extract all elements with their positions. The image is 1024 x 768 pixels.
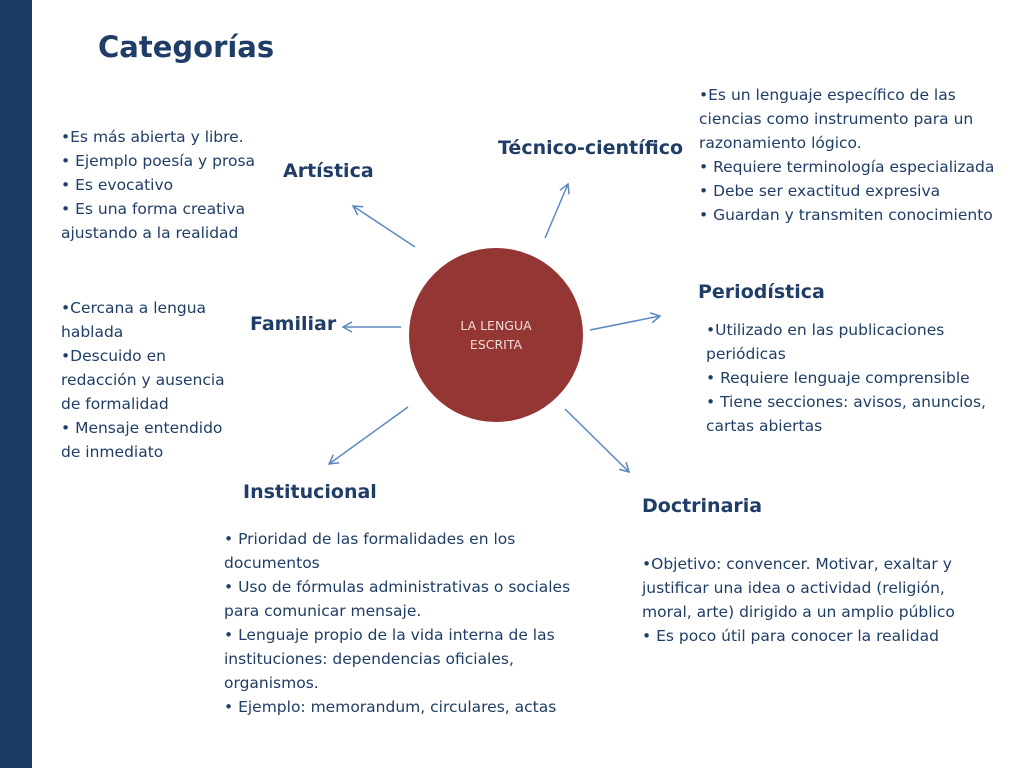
desc-item: • Requiere terminología especializada: [699, 158, 995, 176]
desc-periodistica: [706, 318, 991, 438]
category-institucional: Institucional: [243, 481, 377, 503]
desc-item: •Cercana a lengua hablada: [61, 299, 207, 341]
arrow-doctrinaria: [565, 409, 629, 472]
center-circle: [409, 248, 583, 422]
desc-item: • Tiene secciones: avisos, anuncios, cartas abiertas: [706, 393, 986, 435]
desc-item: • Uso de fórmulas administrativas o sociales para comunicar mensaje.: [224, 578, 571, 620]
center-label: LA LENGUA ESCRITA: [460, 318, 532, 352]
desc-item: • Es una forma creativa ajustando a la realidad: [61, 200, 246, 242]
desc-item: • Es evocativo: [61, 176, 174, 194]
desc-item: •Objetivo: convencer. Motivar, exaltar y justificar una idea o actividad (religión, moral, arte) dirigido a un amplio público: [642, 555, 955, 621]
category-tecnico-cientifico: Técnico-científico: [498, 137, 684, 159]
desc-item: • Debe ser exactitud expresiva: [699, 182, 941, 200]
category-artistica: Artística: [283, 160, 374, 182]
page-title: Categorías: [98, 30, 275, 64]
desc-item: • Mensaje entendido de inmediato: [61, 419, 223, 461]
arrow-artistica: [353, 206, 415, 247]
desc-item: •Es más abierta y libre.: [61, 128, 244, 146]
desc-doctrinaria: [642, 552, 982, 648]
desc-item: • Guardan y transmiten conocimiento: [699, 206, 993, 224]
desc-item: • Ejemplo poesía y prosa: [61, 152, 256, 170]
category-periodistica: Periodística: [698, 281, 825, 303]
desc-item: • Es poco útil para conocer la realidad: [642, 627, 939, 645]
desc-item: • Requiere lenguaje comprensible: [706, 369, 970, 387]
desc-item: • Lenguaje propio de la vida interna de las instituciones: dependencias oficiales, organismos.: [224, 626, 555, 692]
desc-item: •Descuido en redacción y ausencia de formalidad: [61, 347, 225, 413]
desc-artistica: [61, 125, 266, 245]
arrow-institucional: [329, 407, 408, 464]
desc-item: •Es un lenguaje específico de las ciencias como instrumento para un razonamiento lógico.: [699, 86, 974, 152]
desc-familiar: [61, 296, 241, 464]
arrow-periodistica: [590, 316, 660, 330]
arrow-tecnico: [545, 184, 568, 238]
desc-item: •Utilizado en las publicaciones periódicas: [706, 321, 945, 363]
desc-institucional: [224, 527, 574, 719]
desc-item: • Prioridad de las formalidades en los documentos: [224, 530, 516, 572]
desc-tecnico-cientifico: [699, 83, 1009, 227]
category-familiar: Familiar: [250, 313, 337, 335]
desc-item: • Ejemplo: memorandum, circulares, actas: [224, 698, 557, 716]
category-doctrinaria: Doctrinaria: [642, 495, 763, 517]
